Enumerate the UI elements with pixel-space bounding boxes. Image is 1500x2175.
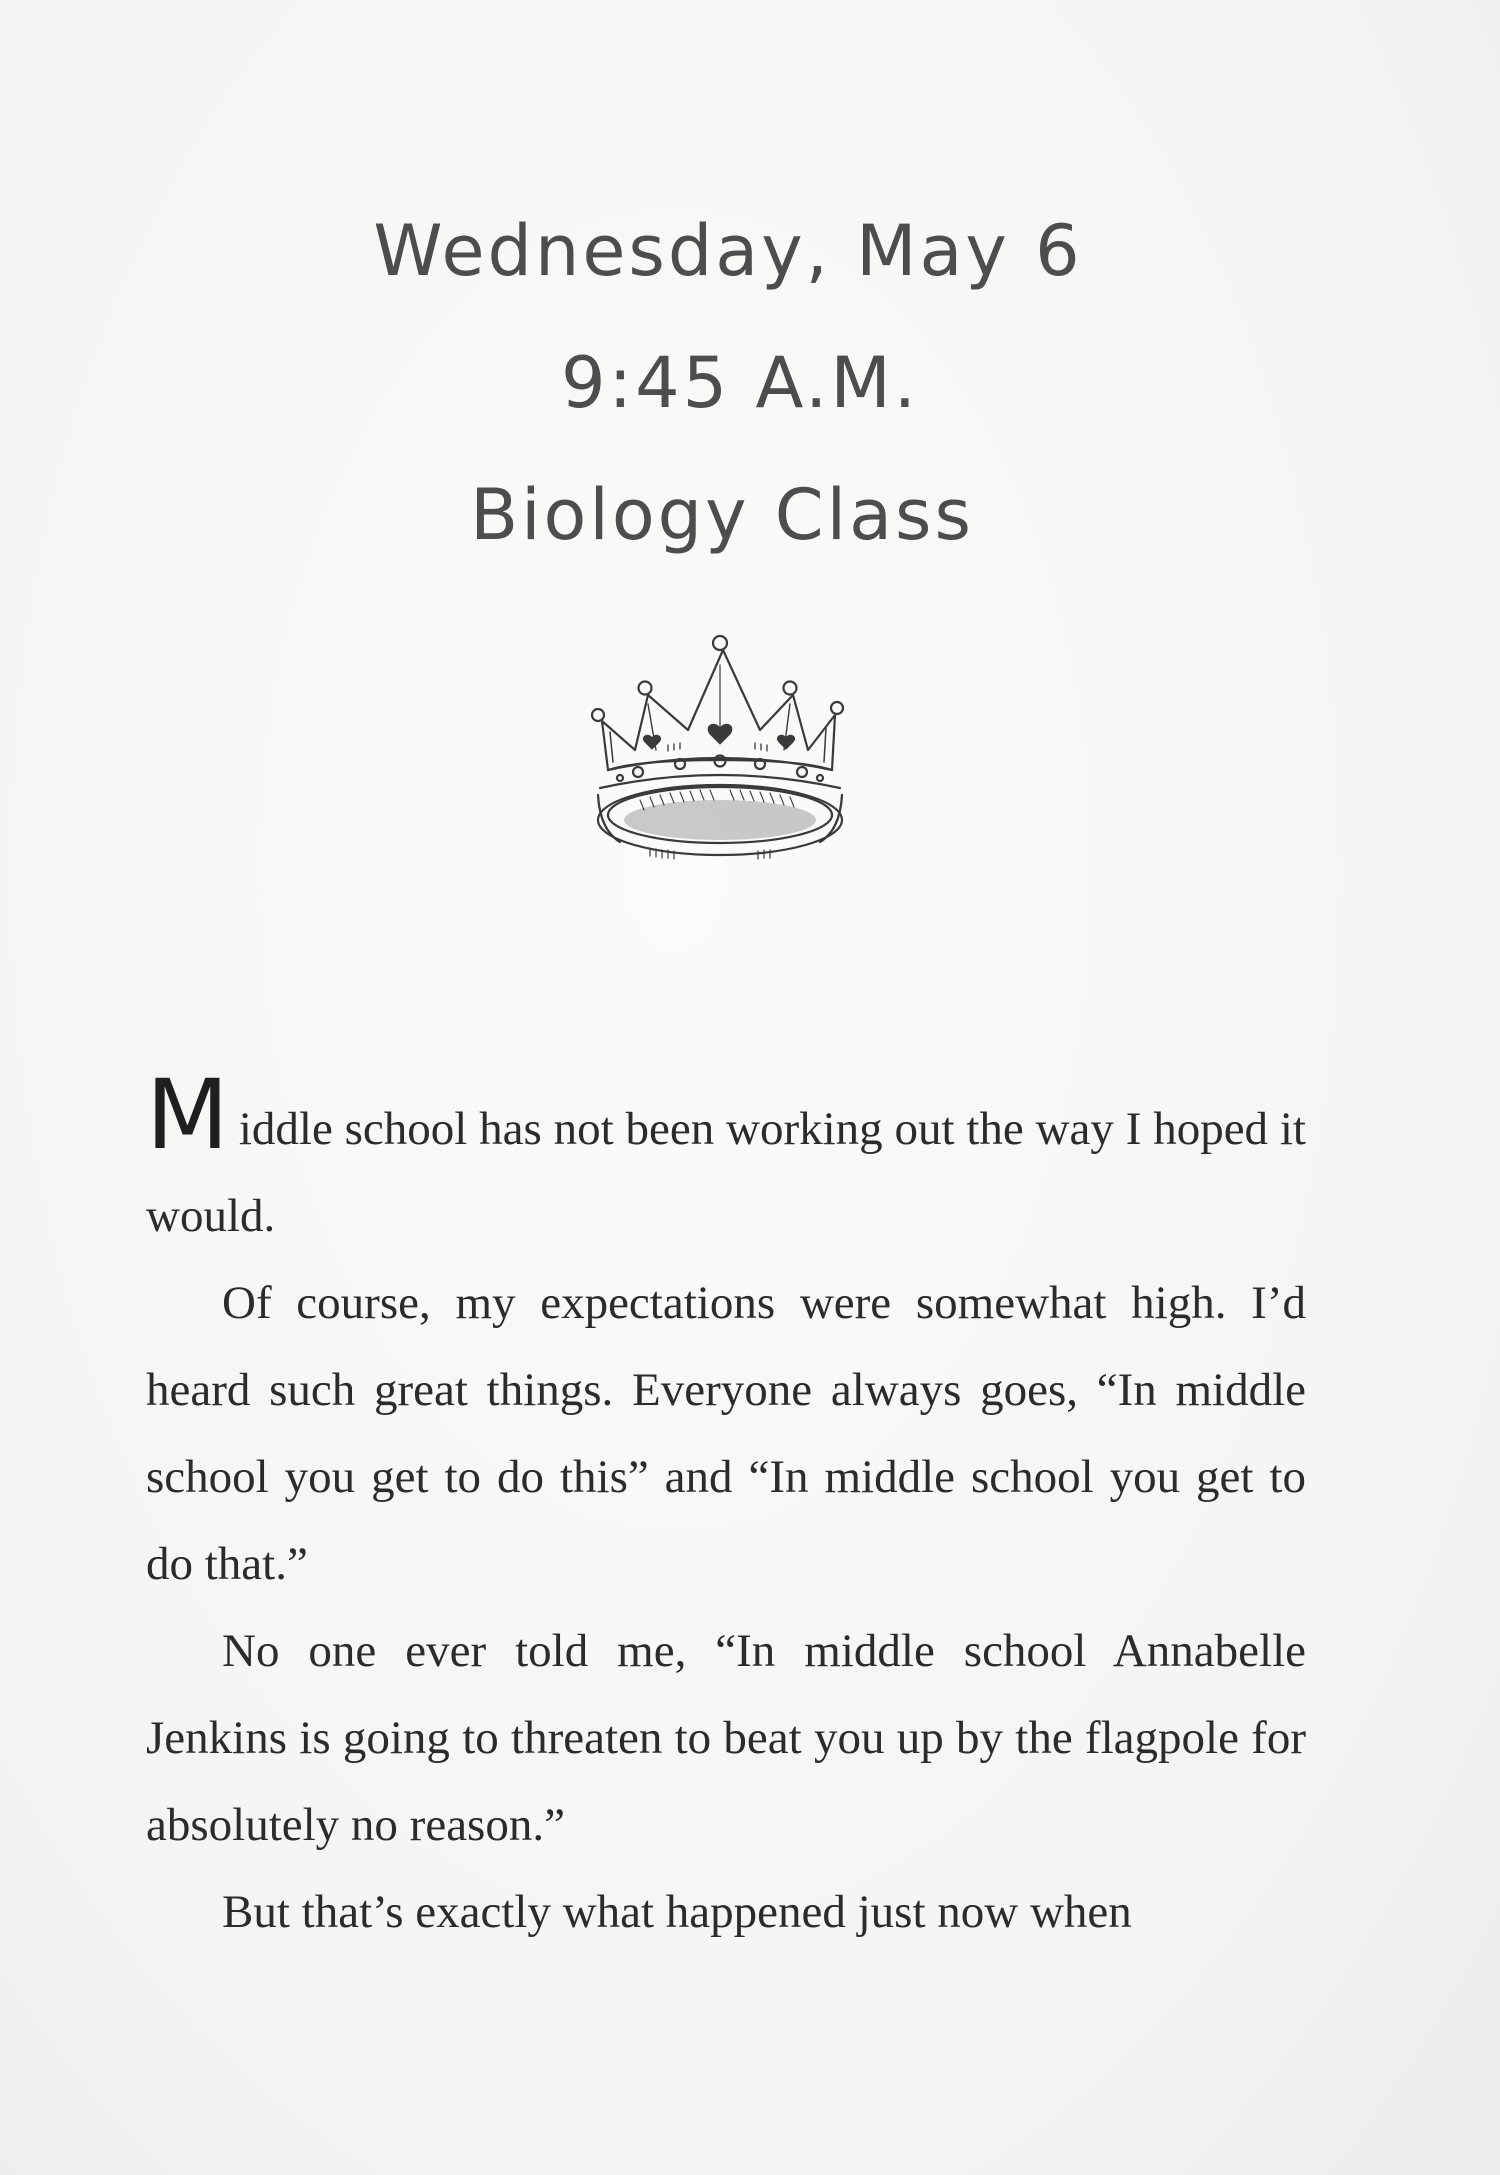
paragraph-1 <box>146 1059 1306 1260</box>
heading-location: Biology Class <box>470 474 974 556</box>
paragraph-4: But that’s exactly what happened just now when <box>222 1886 1132 1938</box>
heading-date: Wednesday, May 6 <box>373 210 1083 292</box>
paragraph-3: No one ever told me, “In middle school Annabelle Jenkins is going to threaten to beat you up by the flagpole for absolutely no reason.” <box>146 1625 1306 1851</box>
heading-time: 9:45 A.M. <box>561 342 919 424</box>
body-text <box>146 1059 1306 1956</box>
chapter-heading <box>0 185 1500 581</box>
drop-cap: M <box>146 1059 229 1171</box>
crown-icon <box>580 620 860 880</box>
paragraph-1-text: iddle school has not been working out the way I hoped it would. <box>146 1103 1306 1242</box>
paragraph-2: Of course, my expectations were somewhat high. I’d heard such great things. Everyone always goes, “In middle school you get to do this” and “In middle school you get to do that.” <box>146 1277 1306 1590</box>
